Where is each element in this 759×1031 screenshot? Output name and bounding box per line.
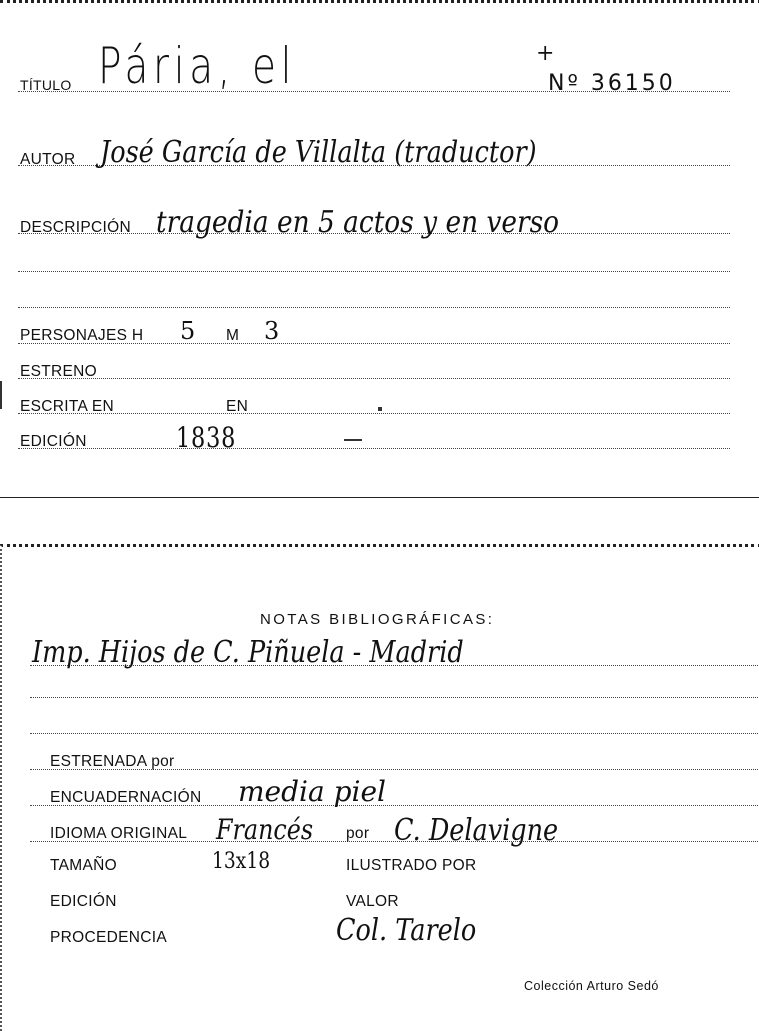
- collection-stamp: Colección Arturo Sedó: [524, 979, 659, 993]
- en-label: EN: [226, 398, 249, 415]
- edicion-rule: [18, 448, 730, 449]
- procedencia-label: PROCEDENCIA: [50, 929, 167, 946]
- autor-value: José García de Villalta (traductor): [100, 135, 537, 170]
- autor-original-value: C. Delavigne: [394, 813, 559, 848]
- idioma-value: Francés: [216, 813, 314, 846]
- notes-rule-3: [30, 733, 758, 734]
- tamano-value: 13x18: [212, 849, 271, 874]
- edge-mark: [0, 381, 2, 409]
- edicion-label: EDICIÓN: [20, 433, 87, 450]
- tamano-label: TAMAÑO: [50, 857, 117, 874]
- description-rule-2: [18, 271, 730, 272]
- catalog-card-front: [0, 0, 759, 498]
- edicion-value: 1838: [176, 421, 237, 454]
- autor-label: AUTOR: [20, 151, 76, 168]
- notes-rule-2: [30, 697, 758, 698]
- blank-rule: [18, 307, 730, 308]
- numero-mark: +: [536, 41, 555, 66]
- estreno-rule: [18, 378, 730, 379]
- estreno-label: ESTRENO: [20, 363, 98, 380]
- por-label: por: [346, 825, 370, 842]
- titulo-value: Pária, el: [98, 37, 297, 95]
- stray-dot: [378, 407, 382, 411]
- edicion-back-label: EDICIÓN: [50, 893, 117, 910]
- personajes-m-label: M: [226, 327, 240, 344]
- personajes-h-value: 5: [180, 317, 196, 345]
- valor-label: VALOR: [346, 893, 399, 910]
- ilustrado-label: ILUSTRADO POR: [346, 857, 477, 874]
- notes-line-1: Imp. Hijos de C. Piñuela - Madrid: [32, 635, 464, 670]
- titulo-label: TÍTULO: [20, 77, 72, 93]
- stray-mark: [344, 439, 362, 441]
- encuadernacion-value: media piel: [238, 775, 386, 808]
- procedencia-value: Col. Tarelo: [336, 913, 477, 948]
- catalog-card-back: [0, 544, 759, 1031]
- idioma-label: IDIOMA ORIGINAL: [50, 825, 188, 842]
- escrita-en-label: ESCRITA EN: [20, 398, 115, 415]
- descripcion-value: tragedia en 5 actos y en verso: [156, 205, 560, 240]
- escrita-rule: [18, 413, 730, 414]
- personajes-m-value: 3: [264, 317, 280, 345]
- descripcion-label: DESCRIPCIÓN: [20, 219, 131, 236]
- numero-value: Nº 36150: [548, 71, 676, 96]
- estrenada-label: ESTRENADA por: [50, 753, 175, 770]
- personajes-label: PERSONAJES H: [20, 327, 144, 344]
- encuadernacion-label: ENCUADERNACIÓN: [50, 789, 202, 806]
- notas-heading: NOTAS BIBLIOGRÁFICAS:: [260, 611, 495, 628]
